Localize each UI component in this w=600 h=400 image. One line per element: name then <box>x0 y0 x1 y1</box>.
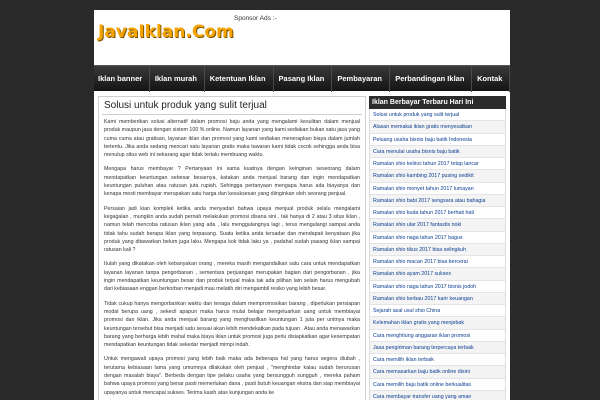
article-title[interactable]: Solusi untuk produk yang sulit terjual <box>102 100 362 115</box>
sidebar-link[interactable]: Kelemahan iklan gratis yang menjebak <box>370 317 505 329</box>
article-body <box>99 115 365 397</box>
page <box>94 10 510 400</box>
sidebar-link[interactable]: Peluang usaha bisnis baju batik Indonesia <box>370 134 505 146</box>
article-paragraph: Itulah yang dikatakan oleh kebanyakan orang , mereka masih mengandalkan satu cara untuk mendapatkan layanan layanan tanpa pengorbanan , sementara perjuangan merupakan bagian dari pengorbanan , jika ingin mendapatkan keuntungan besar dan produk terjual maka tak ada pilihan lain selain harus mengubah dari kebiasaan enggan berkorban menjadi mau melatih diri mengambil resiko yang lebih besar. <box>104 261 360 293</box>
sidebar-link[interactable]: Cara memasarkan baju batik online disini <box>370 366 505 378</box>
sidebar-link[interactable]: Cara memilih baju batik online berkualitas <box>370 379 505 391</box>
sidebar-link[interactable]: Ramalan shio kambing 2017 pusing sedikit <box>370 170 505 182</box>
sidebar-link[interactable]: Sejarah asal usul shio China <box>370 305 505 317</box>
sidebar-link[interactable]: Ramalan shio ular 2017 fantastis noki <box>370 219 505 231</box>
article-paragraph: Kami memberikan solusi alternatif dalam promosi baju anda yang mengalami kesulitan dalam menjual produk maupun jasa dengan sistem 100 % online. Namun layanan yang kami sediakan bukan satu jasa yang cuma cuma atau gratisan, layanan iklan dan promosi yang kami sediakan menerapkan biaya dalam jumlah tertentu. Jika anda sedang mencari satu layanan gratis maka tawaran kami tidak cocok sehingga anda bisa menutup situs web ini sekarang agar tidak tertalu membuang waktu. <box>104 119 360 159</box>
nav-item-kontak[interactable]: Kontak <box>472 66 510 92</box>
article-paragraph: Untuk mengawali upaya promosi yang lebih baik maka ada beberapa hal yang harus segera diubah , terutama kebiasaan lama yang umumnya dilakukan oleh penjual , "menghindar kalau sudah berurusan dengan masalah biaya". Berbeda dengan tipe pelaku usaha yang bersungguh sungguh , mereka paham bahwa upaya promosi yang benar pasti memerlukan dana , pasti butuh keuangan ekstra dan siap membiayai upayanya untuk mencapai sukses. Terima kasih atas kunjungan anda ke <box>104 356 360 396</box>
sidebar-link[interactable]: Solusi untuk produk yang sulit terjual <box>370 109 505 121</box>
sidebar-link[interactable]: Ramalan shio ayam 2017 sukses <box>370 268 505 280</box>
sidebar-link[interactable]: Ramalan shio naga tahun 2017 bisnis jodoh <box>370 281 505 293</box>
nav-item-pasang-iklan[interactable]: Pasang Iklan <box>274 66 333 92</box>
site-logo[interactable]: JavaIklan.Com <box>98 22 234 42</box>
nav-item-iklan-banner[interactable]: Iklan banner <box>94 66 150 92</box>
sidebar-link[interactable]: Cara memilih iklan terbaik <box>370 354 505 366</box>
sidebar-link[interactable]: Ramalan shio kelinci tahun 2017 tetap lancar <box>370 158 505 170</box>
sidebar-link[interactable]: Ramalan shio macan 2017 bisa bercerai <box>370 256 505 268</box>
sidebar-link[interactable]: Ramalan shio babi 2017 sengsara atau bahagia <box>370 195 505 207</box>
nav-item-pembayaran[interactable]: Pembayaran <box>332 66 390 92</box>
main-nav <box>94 65 510 91</box>
sidebar <box>369 96 506 400</box>
nav-item-ketentuan-iklan[interactable]: Ketentuan Iklan <box>205 66 274 92</box>
article-paragraph: Mengapa harus membayar ? Pertanyaan ini sama kuatnya dengan keinginan seseorang dalam mendapatkan keuntungan sebesar besarnya, katakan anda menjual barang dan ingin mendapatkan keuntungan puluhan atau ratusan juta rupiah. Sehingga pertanyaan mengapa harus ada biayanya dan kenapa mesti membayar merupakan satu harga dan kesuksesan yang diinginkan oleh seorang penjual. <box>104 166 360 198</box>
sidebar-link[interactable]: Ramalan shio naga tahun 2017 bagus <box>370 232 505 244</box>
nav-item-perbandingan-iklan[interactable]: Perbandingan Iklan <box>390 66 472 92</box>
sidebar-link[interactable]: Cara membayar transfer uang yang aman <box>370 391 505 400</box>
sidebar-link[interactable]: Cara menulai usaha bisnis baju batik <box>370 146 505 158</box>
sidebar-link-list <box>369 109 506 400</box>
main-content <box>98 96 366 400</box>
article-paragraph: Tidak cukup hanya mengorbankan waktu dan tenaga dalam mempromosikan barang , diperlukan persiapan modal berupa uang , sekecil apapun maka harus mulai belajar mengeluarkan uang untuk membiayai promosi dan iklan. Jika anda menjual barang yang menghasilkan keuntungan 1 juta per unitnya maka keuntungan tersebut bisa menjadi satu sesuai akan lebih mendekatkan pada tujuan . Atau anda menawarkan barang yang berharga lebih mahal maka biaya iklan untuk promosi juga perlu disiapkatkan agar kesempatan mendapatkan keuntungan tidak sekedar menjadi mimpi indah. <box>104 300 360 349</box>
sidebar-link[interactable]: Ramalan shio tikus 2017 bisa selingkuh <box>370 244 505 256</box>
sidebar-link[interactable]: Alasan memakai iklan gratis menyesatkan <box>370 121 505 133</box>
sidebar-link[interactable]: Cara menghitung anggaran iklan promosi <box>370 330 505 342</box>
nav-item-iklan-murah[interactable]: Iklan murah <box>150 66 205 92</box>
article-paragraph: Persaian jadi kian komplek ketika anda menyadari bahwa upaya menjual produk selalu mengalami kegagalan , mungkin anda sudah pernah melakukan promosi disana sini , tak hanya di 2 atau 3 situs iklan , namun telah mencoba ratusan iklan yang ada , lalu menggulangnya lagi , terus mengulangi sampai anda tidak tahu sudah berapa iklan yang terpasang. Suatu ketika anda tersadar dan mendapati kenyataan jika produk yang ditawarkan belum juga laku. Mengapa kok tidak laku ya , padahal sudah pasang iklan sampai ratusan kali ? <box>104 205 360 254</box>
header <box>94 10 510 65</box>
sidebar-heading: Iklan Berbayar Terbaru Hari Ini <box>369 96 506 109</box>
sidebar-link[interactable]: Jasa pengiriman barang terpercaya terbaik <box>370 342 505 354</box>
sidebar-link[interactable]: Ramalan shio kerbau 2017 karir keuangan <box>370 293 505 305</box>
sidebar-link[interactable]: Ramalan shio kuda tahun 2017 berhati hati <box>370 207 505 219</box>
sponsor-label: Sponsor Ads :- <box>234 15 277 22</box>
sidebar-link[interactable]: Ramalan shio monyet tahun 2017 lumayan <box>370 183 505 195</box>
